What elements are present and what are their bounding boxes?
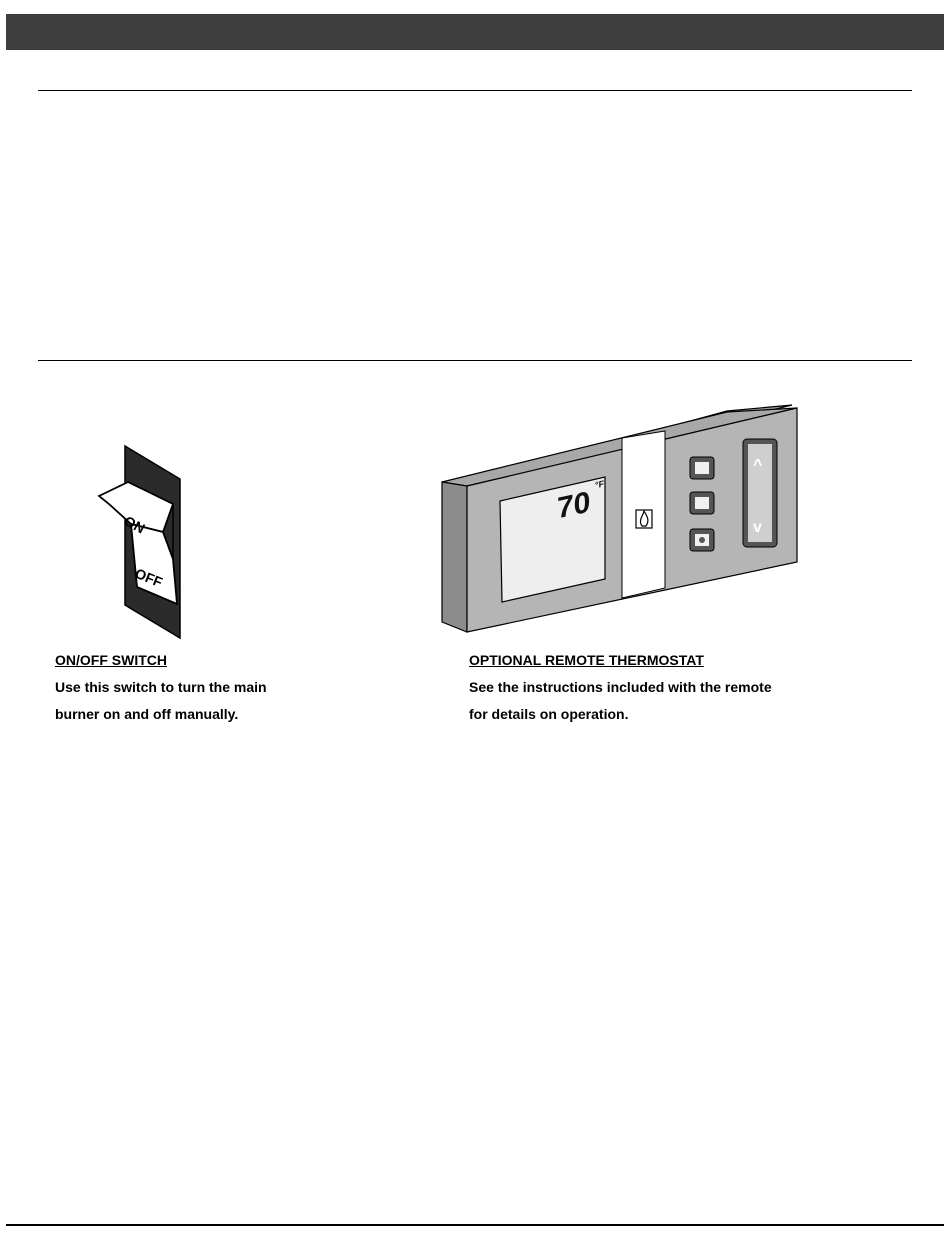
header-bar [6,14,944,50]
mode-button[interactable] [690,457,714,479]
temperature-button[interactable] [690,492,714,514]
section-rule-top [38,90,912,91]
on-off-switch-illustration [95,444,200,640]
footer-rule [6,1224,944,1226]
up-arrow-icon[interactable]: ^ [753,457,763,474]
down-arrow-icon[interactable]: v [753,519,762,536]
thermostat-desc-line2: for details on operation. [469,706,629,722]
thermostat-desc-line1: See the instructions included with the remote [469,679,772,695]
power-button[interactable] [690,529,714,551]
switch-caption [55,647,385,728]
switch-heading: ON/OFF SWITCH [55,652,167,668]
display-unit: °F [595,478,605,491]
switch-desc-line1: Use this switch to turn the main [55,679,267,695]
display-temperature: 70 [557,485,591,526]
thermostat-heading: OPTIONAL REMOTE THERMOSTAT [469,652,704,668]
section-rule-middle [38,360,912,361]
switch-off-label: OFF [132,564,165,591]
switch-on-label: ON [121,512,148,537]
thermostat-caption [469,647,849,728]
remote-thermostat-illustration [437,402,805,636]
switch-desc-line2: burner on and off manually. [55,706,239,722]
